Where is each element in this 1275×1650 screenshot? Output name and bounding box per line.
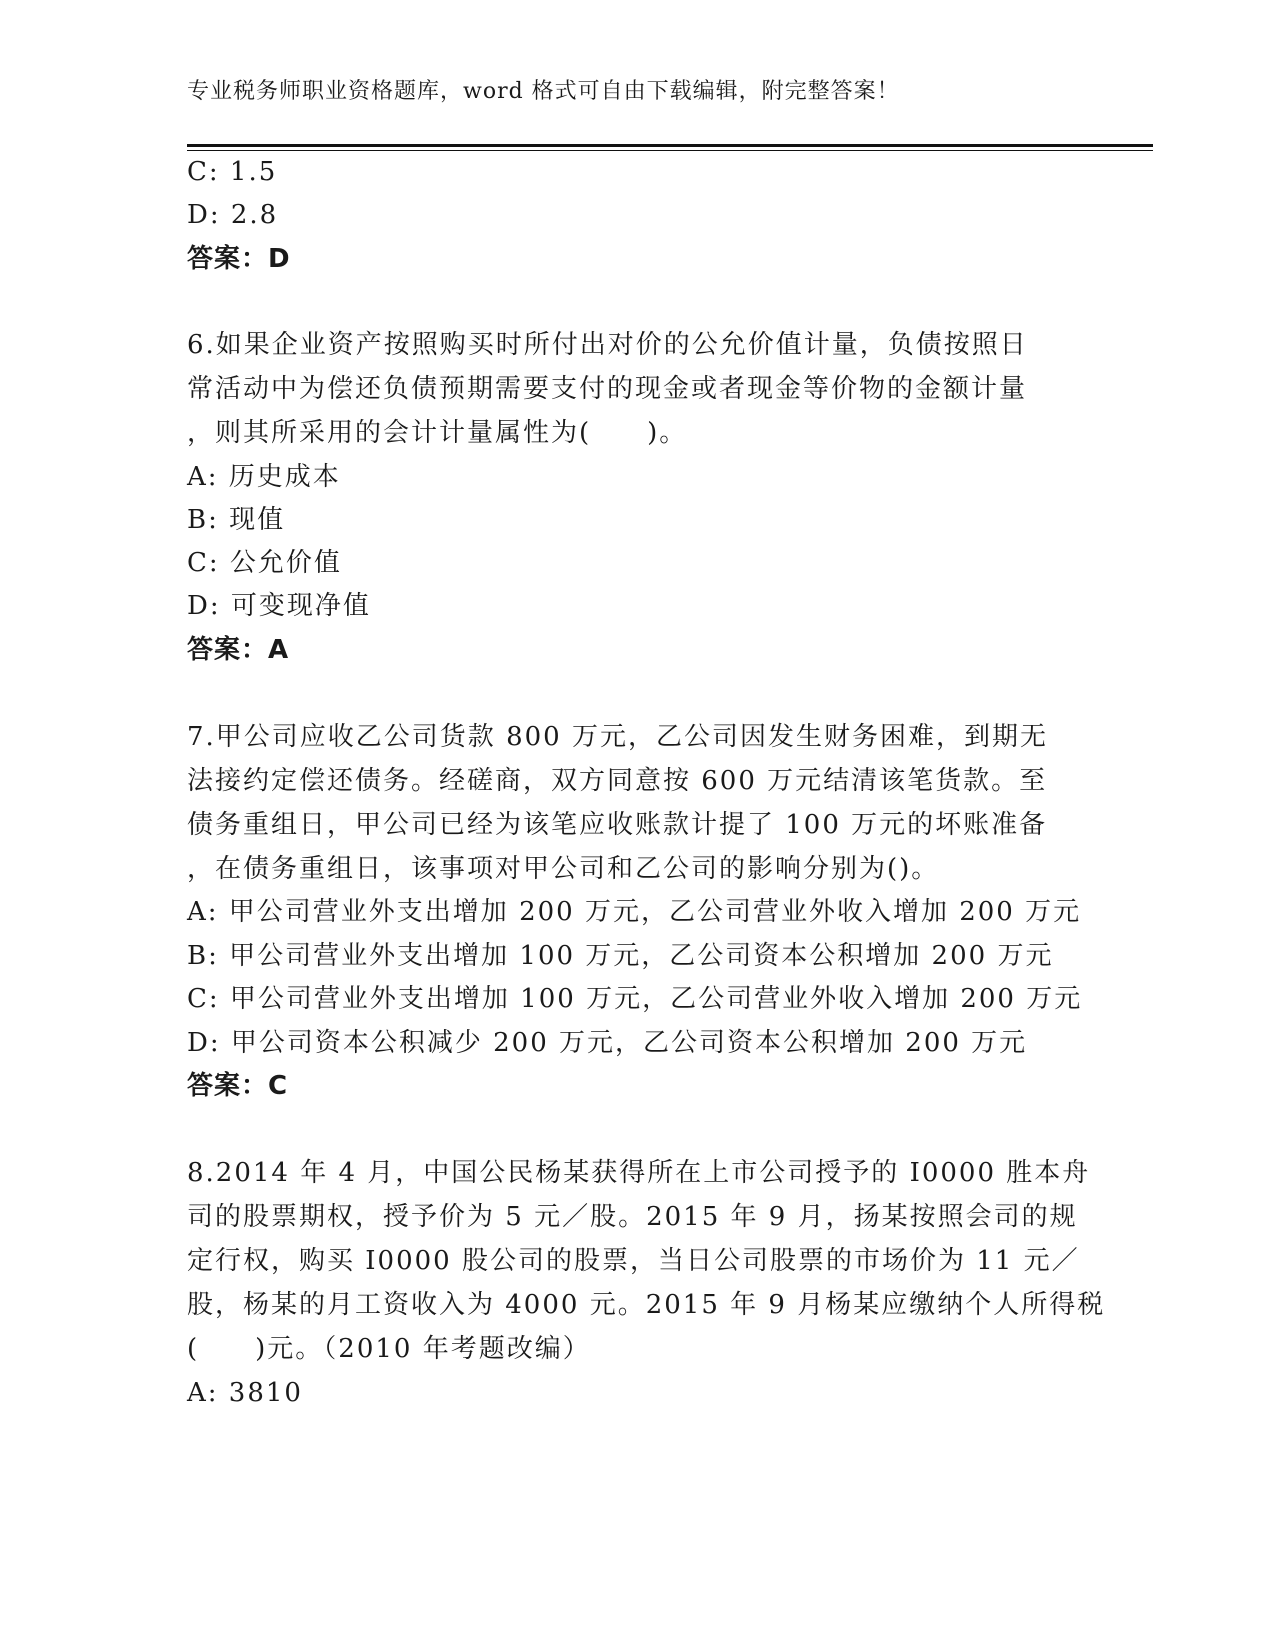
page-header: 专业税务师职业资格题库，word 格式可自由下载编辑，附完整答案！ [187,79,900,104]
option-c: C: 1.5 [187,157,278,187]
question-7-option-a: A: 甲公司营业外支出增加 200 万元，乙公司营业外收入增加 200 万元 [187,897,1082,927]
answer-label: 答案：D [187,244,291,274]
question-6-option-d: D: 可变现净值 [187,591,371,621]
question-7-line-4: ，在债务重组日，该事项对甲公司和乙公司的影响分别为()。 [187,854,940,884]
question-7-option-c: C: 甲公司营业外支出增加 100 万元，乙公司营业外收入增加 200 万元 [187,984,1083,1014]
question-7-line-2: 法接约定偿还债务。经磋商，双方同意按 600 万元结清该笔货款。至 [187,766,1048,796]
question-8-line-1: 8.2014 年 4 月，中国公民杨某获得所在上市公司授予的 I0000 胜本舟 [187,1158,1091,1188]
question-8-line-2: 司的股票期权，授予价为 5 元／股。2015 年 9 月，扬某按照会司的规 [187,1202,1078,1232]
question-6-line-3: ，则其所采用的会计计量属性为( )。 [187,418,688,448]
question-7-option-d: D: 甲公司资本公积减少 200 万元，乙公司资本公积增加 200 万元 [187,1028,1028,1058]
question-6-answer: 答案：A [187,635,290,665]
question-6-line-2: 常活动中为偿还负债预期需要支付的现金或者现金等价物的金额计量 [187,374,1028,404]
question-7-answer: 答案：C [187,1071,289,1101]
question-6-line-1: 6.如果企业资产按照购买时所付出对价的公允价值计量，负债按照日 [187,330,1028,360]
question-7-line-1: 7.甲公司应收乙公司货款 800 万元，乙公司因发生财务困难，到期无 [187,722,1048,752]
question-7-option-b: B: 甲公司营业外支出增加 100 万元，乙公司资本公积增加 200 万元 [187,941,1054,971]
question-8-option-a: A: 3810 [187,1378,303,1408]
question-6-option-b: B: 现值 [187,505,286,535]
question-6-option-c: C: 公允价值 [187,548,342,578]
header-divider-thin [187,150,1153,151]
question-8-line-4: 股，杨某的月工资收入为 4000 元。2015 年 9 月杨某应缴纳个人所得税 [187,1290,1106,1320]
question-8-line-3: 定行权，购买 I0000 股公司的股票，当日公司股票的市场价为 11 元／ [187,1246,1080,1276]
option-d: D: 2.8 [187,200,279,230]
question-8-line-5: ( )元。（2010 年考题改编） [187,1334,591,1364]
header-divider [187,144,1153,147]
question-7-line-3: 债务重组日，甲公司已经为该笔应收账款计提了 100 万元的坏账准备 [187,810,1048,840]
question-6-option-a: A: 历史成本 [187,462,341,492]
